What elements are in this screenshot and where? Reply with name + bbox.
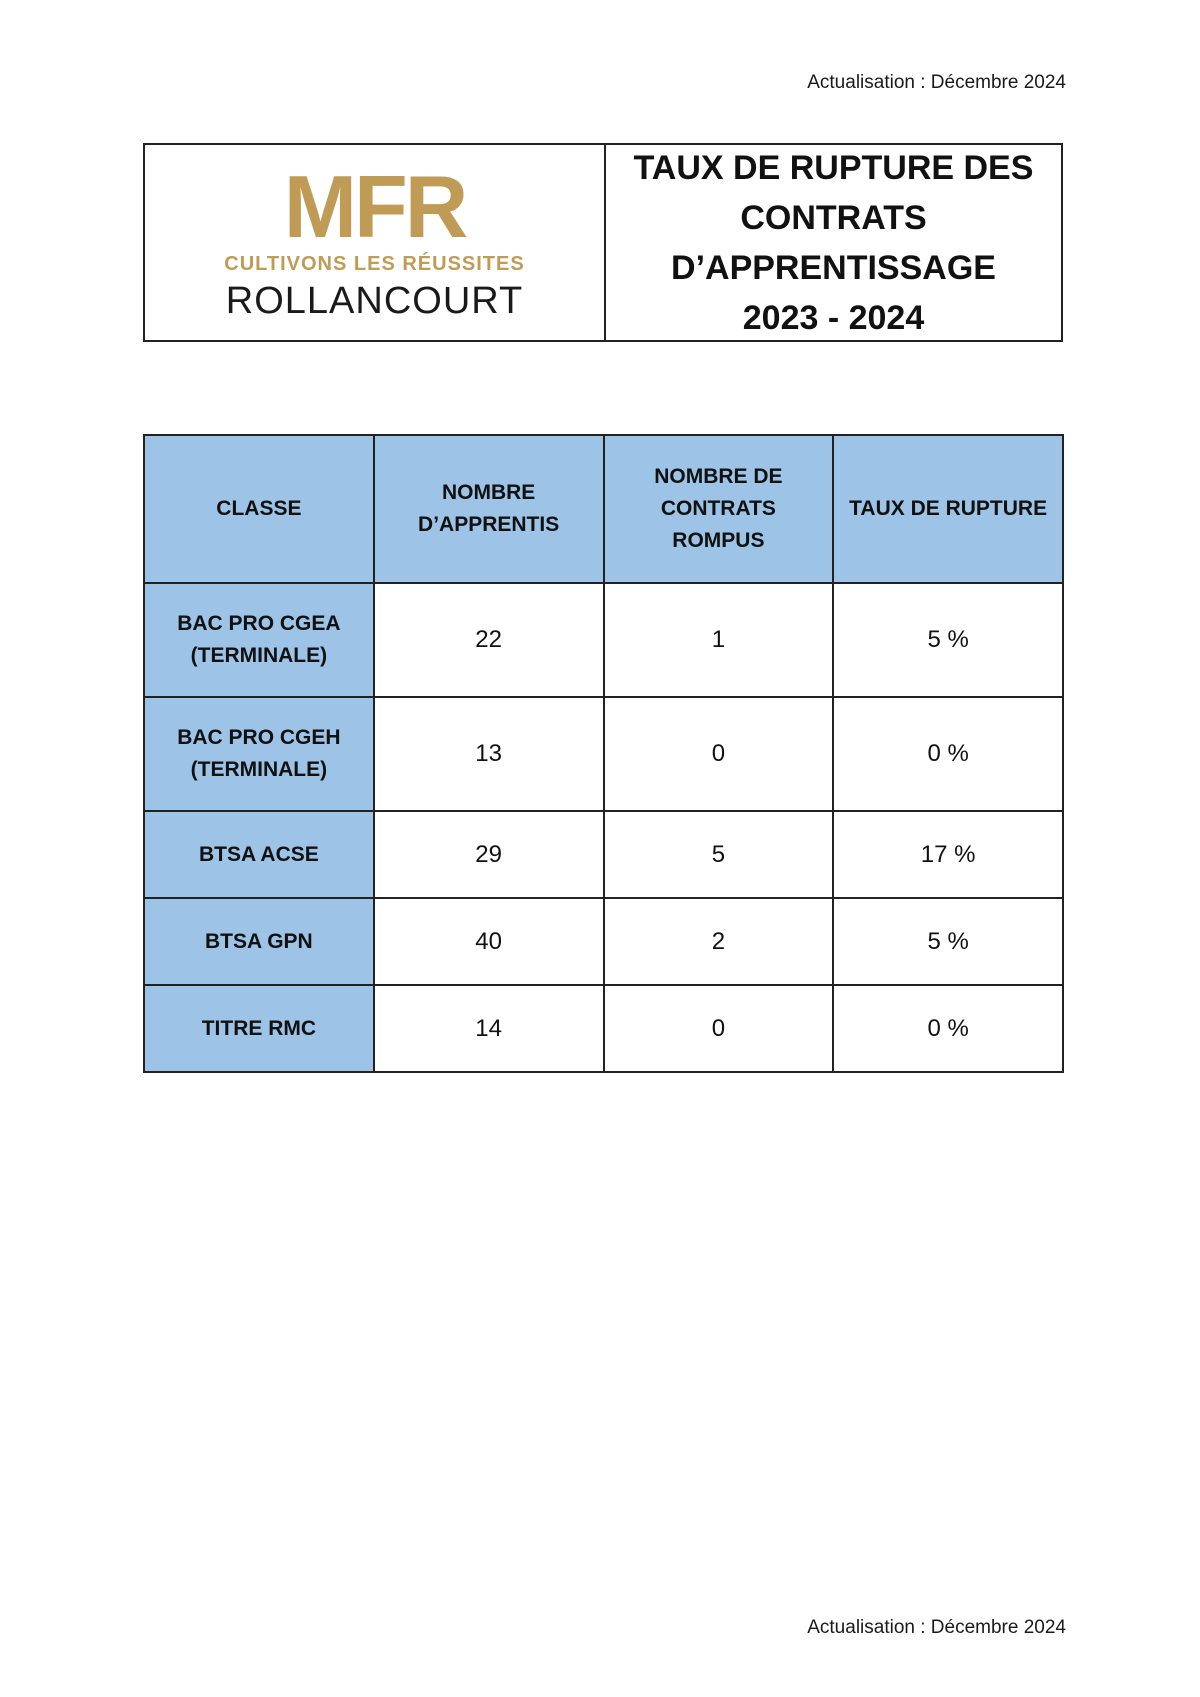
row-rompus: 2 <box>604 898 834 985</box>
row-apprentis: 29 <box>374 811 604 898</box>
mfr-logo-text: MFR <box>283 156 466 256</box>
document-title <box>606 145 1061 340</box>
site-name: ROLLANCOURT <box>225 279 524 322</box>
row-taux: 17 % <box>833 811 1063 898</box>
title-line-4: 2023 - 2024 <box>742 298 925 337</box>
row-apprentis: 13 <box>374 697 604 811</box>
row-apprentis: 14 <box>374 985 604 1072</box>
row-taux: 0 % <box>833 985 1063 1072</box>
row-rompus: 1 <box>604 583 834 697</box>
row-taux: 0 % <box>833 697 1063 811</box>
row-rompus: 0 <box>604 697 834 811</box>
table-row <box>144 898 1063 985</box>
logo-tagline: CULTIVONS LES RÉUSSITES <box>224 252 525 275</box>
table-header-row <box>144 435 1063 583</box>
header-contrats-rompus: NOMBRE DE CONTRATS ROMPUS <box>604 435 834 583</box>
update-date-top: Actualisation : Décembre 2024 <box>807 72 1066 93</box>
table-row <box>144 811 1063 898</box>
mfr-logo <box>283 156 466 256</box>
header-apprentis: NOMBRE D’APPRENTIS <box>374 435 604 583</box>
header-taux: TAUX DE RUPTURE <box>833 435 1063 583</box>
rupture-rate-table <box>143 434 1064 1073</box>
row-taux: 5 % <box>833 898 1063 985</box>
row-rompus: 0 <box>604 985 834 1072</box>
table-row <box>144 583 1063 697</box>
row-classe: TITRE RMC <box>144 985 374 1072</box>
row-taux: 5 % <box>833 583 1063 697</box>
row-classe: BTSA ACSE <box>144 811 374 898</box>
title-line-3: D’APPRENTISSAGE <box>671 248 996 287</box>
table-row <box>144 985 1063 1072</box>
title-line-1: TAUX DE RUPTURE DES <box>633 148 1034 187</box>
row-apprentis: 40 <box>374 898 604 985</box>
update-date-bottom: Actualisation : Décembre 2024 <box>807 1617 1066 1638</box>
logo-block <box>145 145 606 340</box>
row-classe: BAC PRO CGEH (TERMINALE) <box>144 697 374 811</box>
table-row <box>144 697 1063 811</box>
row-classe: BAC PRO CGEA (TERMINALE) <box>144 583 374 697</box>
row-apprentis: 22 <box>374 583 604 697</box>
header-classe: CLASSE <box>144 435 374 583</box>
row-rompus: 5 <box>604 811 834 898</box>
title-line-2: CONTRATS <box>740 198 927 237</box>
document-header <box>143 143 1063 342</box>
row-classe: BTSA GPN <box>144 898 374 985</box>
